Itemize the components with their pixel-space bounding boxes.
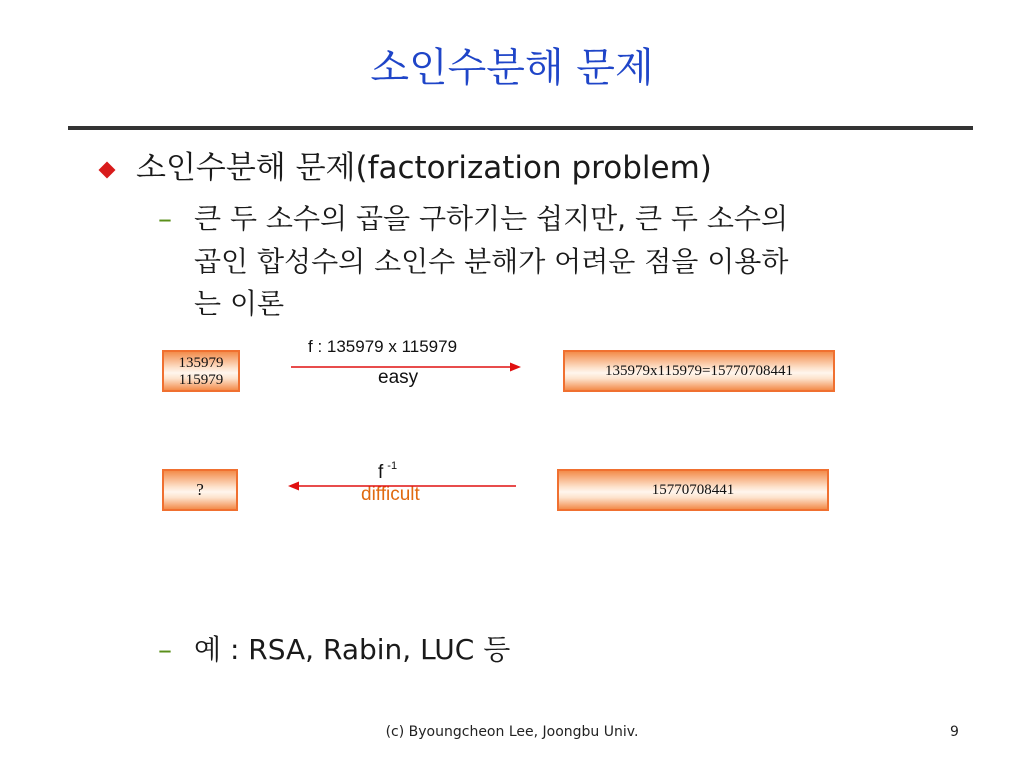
inverse-unknown-text: ? (196, 480, 204, 499)
inverse-input-text: 15770708441 (651, 482, 735, 498)
inverse-input-box (557, 469, 829, 511)
sub-bullet-1-line-2: 곱인 합성수의 소인수 분해가 어려운 점을 이용하 (194, 245, 789, 278)
forward-function-label: f : 135979 x 115979 (308, 337, 458, 356)
sub-bullet-1-line-1: 큰 두 소수의 곱을 구하기는 쉽지만, 큰 두 소수의 (194, 202, 789, 235)
sub-bullet-2-text: 예 : RSA, Rabin, LUC 등 (194, 633, 511, 666)
inverse-superscript: -1 (387, 460, 398, 472)
inverse-function-label (378, 454, 397, 485)
main-bullet-text: 소인수분해 문제(factorization problem) (136, 150, 712, 186)
forward-input-prime-2: 115979 (178, 372, 224, 388)
sub-bullet-dash: – (158, 202, 172, 235)
forward-output-text: 135979x115979=15770708441 (605, 363, 793, 379)
forward-input-prime-1: 135979 (178, 355, 224, 371)
inverse-function-name: f (378, 462, 384, 483)
slide-footer: (c) Byoungcheon Lee, Joongbu Univ. (385, 724, 639, 740)
slide-title: 소인수분해 문제 (370, 45, 654, 91)
sub-bullet-1-line-3: 는 이론 (194, 287, 285, 320)
diamond-bullet-icon (99, 162, 116, 179)
forward-input-box (162, 350, 240, 392)
difficult-label: difficult (361, 484, 420, 505)
page-number: 9 (950, 724, 959, 740)
easy-label: easy (378, 367, 419, 388)
title-divider (68, 126, 973, 130)
inverse-output-box (162, 469, 238, 511)
sub-bullet-dash: – (158, 633, 172, 666)
forward-output-box (563, 350, 835, 392)
